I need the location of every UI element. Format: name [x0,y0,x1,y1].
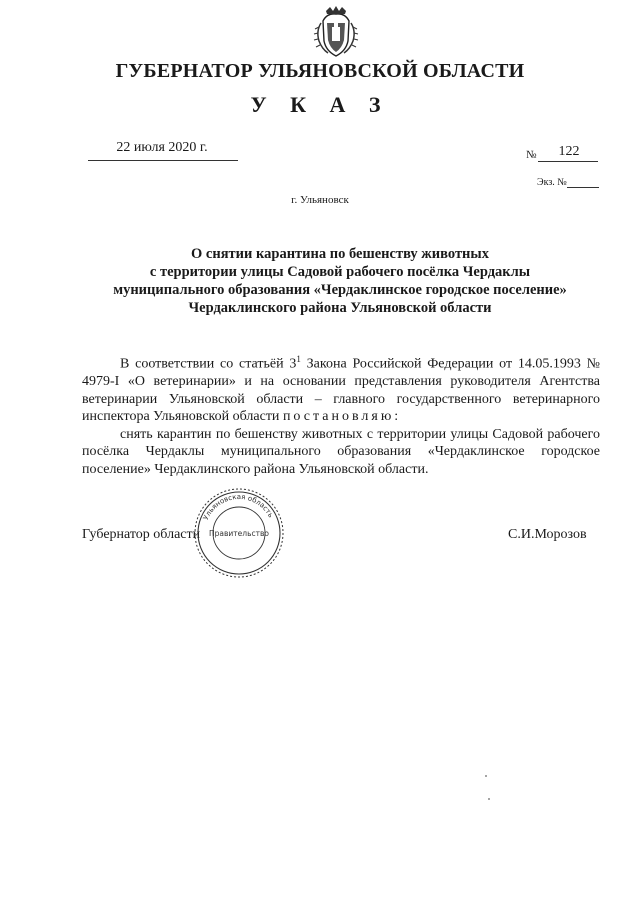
scan-speck [485,775,487,777]
signatory-name: С.И.Морозов [508,527,587,542]
body-paragraph: снять карантин по бешенству животных с территории улицы Садовой рабочего посёлка Чердаклы муниципального образования «Чердаклинское городское поселение» Чердаклинского района Ульяновской области. [82,426,600,477]
document-date: 22 июля 2020 г. [116,140,208,155]
number-label: № [526,149,537,161]
official-seal [193,487,285,579]
body-text-part: В соответствии со статьёй 3 [120,356,297,372]
number-underline [538,161,598,162]
seal-ring-text: Ульяновская область [201,492,275,522]
title-line: муниципального образования «Чердаклинское городское поселение» [113,282,567,298]
title-line: Чердаклинского района Ульяновской области [188,300,492,316]
document-title [70,245,610,317]
copy-number-label: Экз. № [537,177,567,188]
body-paragraph [82,351,600,426]
document-type: У К А З [250,92,390,117]
scan-speck [488,798,490,800]
superscript: 1 [296,354,301,364]
date-underline [88,160,238,161]
city: г. Ульяновск [291,194,349,206]
coat-of-arms-emblem [313,5,359,59]
resolution-word: постановляю: [282,409,402,425]
seal-center-text: Правительство [209,529,269,538]
copy-number-underline [567,187,599,188]
issuing-authority: ГУБЕРНАТОР УЛЬЯНОВСКОЙ ОБЛАСТИ [115,60,525,82]
title-line: с территории улицы Садовой рабочего посёлка Чердаклы [149,264,531,280]
title-line: О снятии карантина по бешенству животных [191,246,489,262]
document-body [82,351,600,478]
signatory-position: Губернатор области [82,527,201,542]
body-text-part: Закона Российской Федерации от 14.05.1993 № 4979-I «О ветеринарии» и на основании представления руководителя Агентства ветеринарии Ульяновской области – главного государственного ветеринарного инспектора Ульяновской области [82,356,600,425]
document-number: 122 [558,144,580,159]
